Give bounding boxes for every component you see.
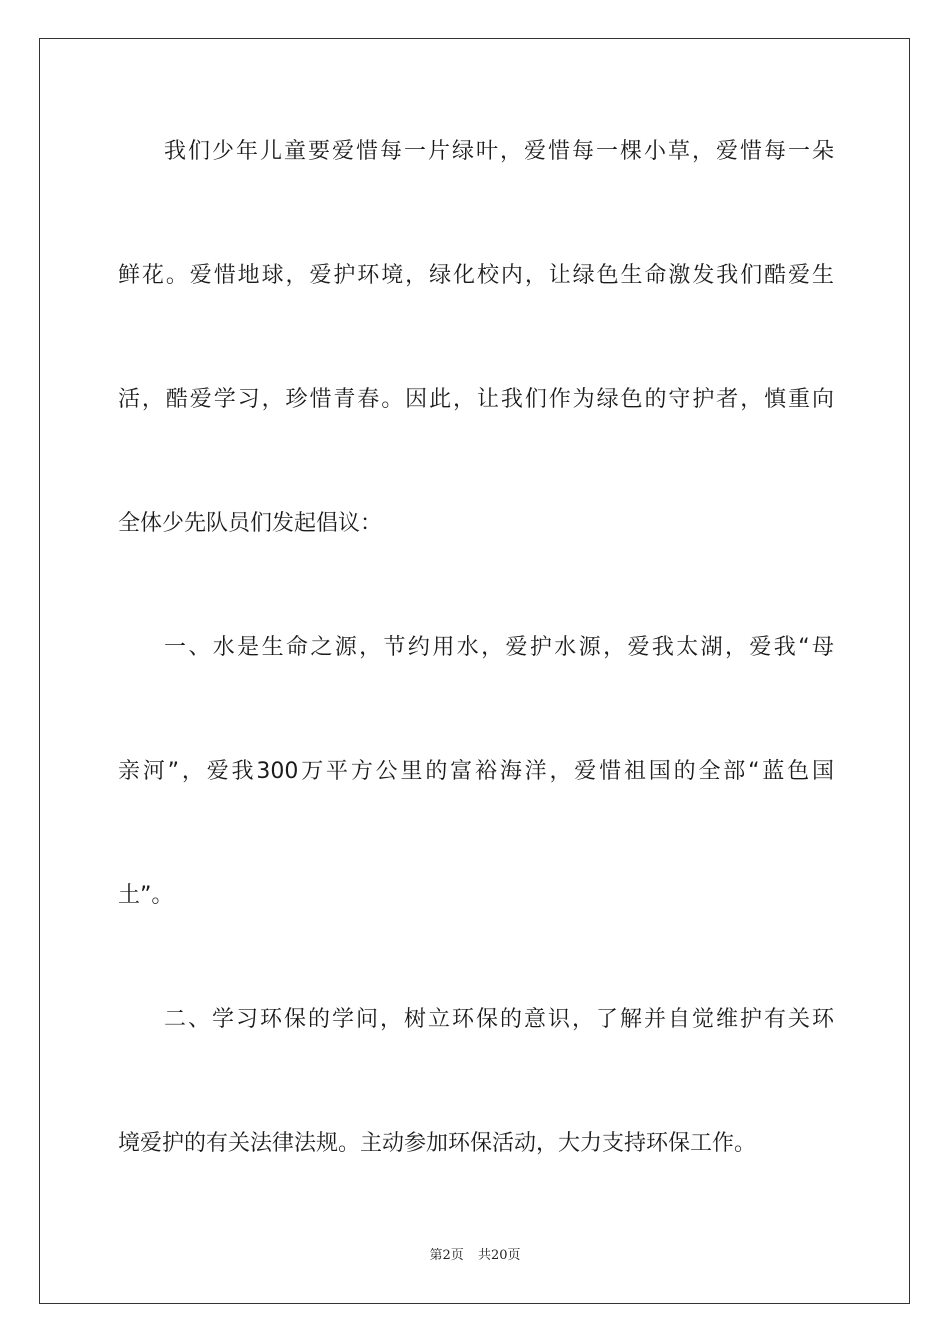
paragraph-line: 鲜花。爱惜地球，爱护环境，绿化校内，让绿色生命激发我们酷爱生 (118, 263, 834, 288)
paragraph-line: 境爱护的有关法律法规。主动参加环保活动，大力支持环保工作。 (118, 1131, 757, 1156)
paragraph-line: 全体少先队员们发起倡议： (118, 511, 383, 536)
paragraph-line: 亲河”，爱我300万平方公里的富裕海洋，爱惜祖国的全部“蓝色国 (118, 759, 834, 784)
paragraph-line: 一、水是生命之源，节约用水，爱护水源，爱我太湖，爱我“母 (164, 635, 834, 660)
page-border (39, 38, 910, 1304)
paragraph-line: 土”。 (118, 883, 174, 908)
page-footer (0, 1247, 950, 1265)
page-total: 共20页 (477, 1248, 521, 1263)
paragraph-line: 二、学习环保的学问，树立环保的意识，了解并自觉维护有关环 (164, 1007, 834, 1032)
paragraph-line: 我们少年儿童要爱惜每一片绿叶，爱惜每一棵小草，爱惜每一朵 (164, 139, 834, 164)
page-number: 第2页 (429, 1248, 464, 1263)
paragraph-line: 活，酷爱学习，珍惜青春。因此，让我们作为绿色的守护者，慎重向 (118, 387, 834, 412)
